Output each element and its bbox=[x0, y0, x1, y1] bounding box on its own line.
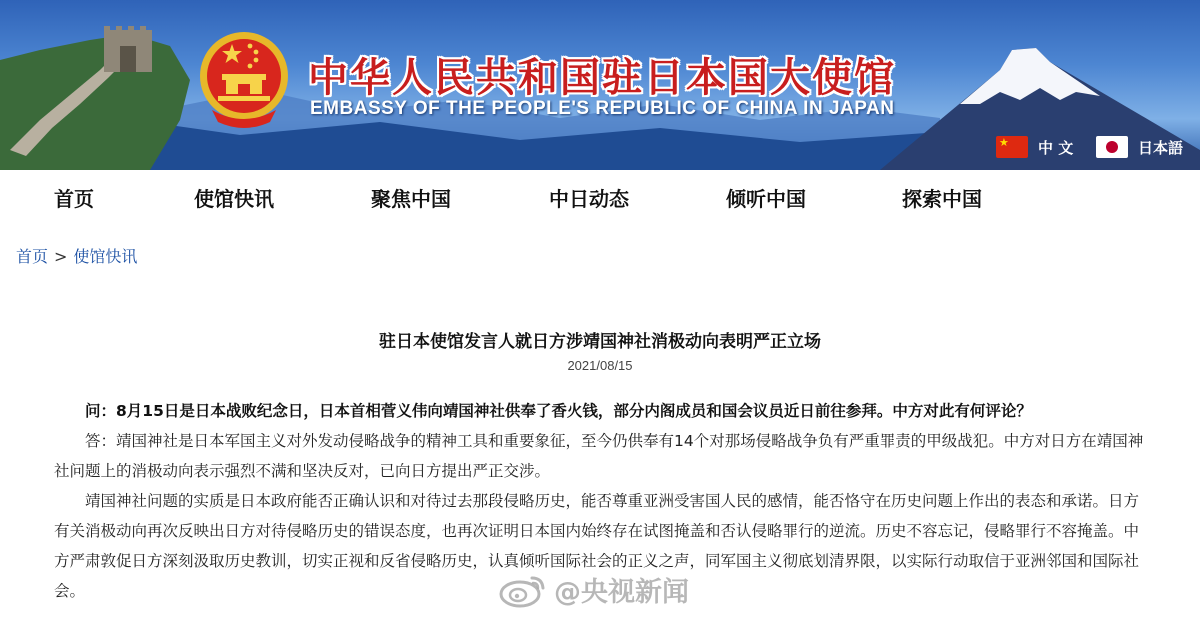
nav-item-focus-china[interactable]: 聚焦中国 bbox=[371, 187, 451, 211]
site-title-chinese: 中华人民共和国驻日本国大使馆 bbox=[308, 55, 896, 101]
china-flag-icon bbox=[996, 136, 1028, 158]
nav-item-embassy-news[interactable]: 使馆快讯 bbox=[194, 187, 274, 211]
nav-item-explore-china[interactable]: 探索中国 bbox=[902, 187, 982, 211]
language-japanese-link[interactable] bbox=[1096, 136, 1183, 158]
national-emblem-icon bbox=[198, 30, 290, 130]
site-banner bbox=[0, 0, 1200, 170]
watermark-text: @央视新闻 bbox=[554, 577, 689, 608]
article-answer: 答：靖国神社是日本军国主义对外发动侵略战争的精神工具和重要象征，至今仍供奉有14个对那场侵略战争负有严重罪责的甲级战犯。中方对日方在靖国神社问题上的消极动向表示强烈不满和坚决反对，已向日方提出严正交涉。 bbox=[54, 432, 1144, 480]
article-paragraph: 靖国神社问题的实质是日本政府能否正确认识和对待过去那段侵略历史，能否尊重亚洲受害国人民的感情，能否恪守在历史问题上作出的表态和承诺。日方有关消极动向再次反映出日方对待侵略历史的错误态度，也再次证明日本国内始终存在试图掩盖和否认侵略罪行的逆流。历史不容忘记，侵略罪行不容掩盖。中方严肃敦促日方深刻汲取历史教训，切实正视和反省侵略历史，认真倾听国际社会的正义之声，同军国主义彻底划清界限，以实际行动取信于亚洲邻国和国际社会。 bbox=[54, 492, 1140, 600]
japan-flag-icon bbox=[1096, 136, 1128, 158]
language-chinese-link[interactable] bbox=[996, 136, 1073, 158]
nav-item-listen-china[interactable]: 倾听中国 bbox=[726, 187, 806, 211]
language-label: 日本語 bbox=[1138, 138, 1184, 157]
article-title: 驻日本使馆发言人就日方涉靖国神社消极动向表明严正立场 bbox=[379, 332, 821, 352]
main-nav bbox=[0, 170, 1200, 222]
breadcrumb bbox=[16, 244, 137, 267]
breadcrumb-home-link[interactable]: 首页 bbox=[16, 247, 49, 266]
watermark bbox=[498, 570, 689, 609]
breadcrumb-current-link[interactable]: 使馆快讯 bbox=[73, 247, 138, 266]
site-title-english: EMBASSY OF THE PEOPLE'S REPUBLIC OF CHINA IN JAPAN bbox=[310, 98, 895, 119]
nav-item-home[interactable]: 首页 bbox=[54, 187, 94, 211]
weibo-logo-icon bbox=[498, 572, 548, 608]
breadcrumb-separator: > bbox=[54, 247, 68, 266]
article-question: 问：8月15日是日本战败纪念日，日本首相菅义伟向靖国神社供奉了香火钱，部分内阁成员和国会议员近日前往参拜。中方对此有何评论？ bbox=[85, 402, 1032, 420]
article-date: 2021/08/15 bbox=[567, 358, 633, 373]
language-label: 中 文 bbox=[1038, 138, 1074, 157]
nav-item-china-japan[interactable]: 中日动态 bbox=[549, 187, 629, 211]
